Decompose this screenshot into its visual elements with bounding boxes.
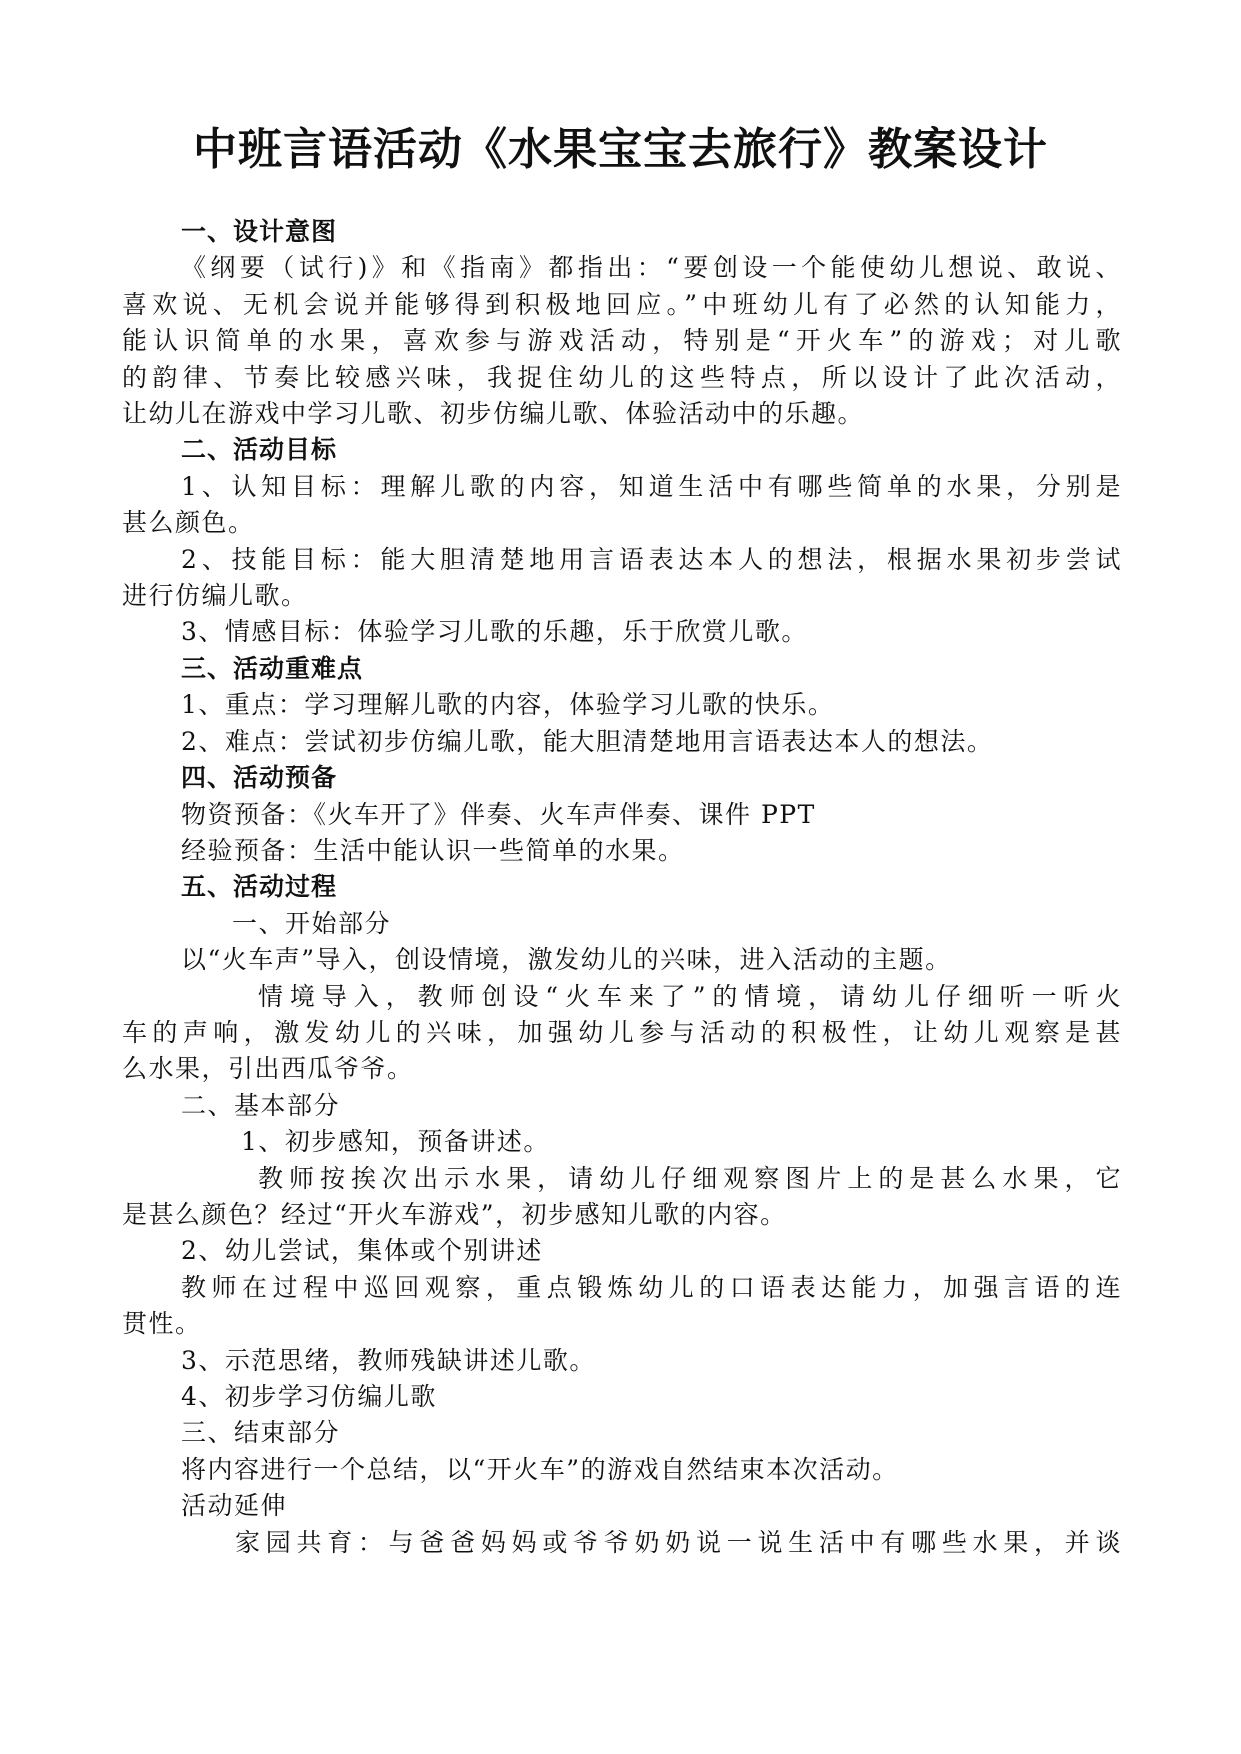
text-line: 能认识简单的水果，喜欢参与游戏活动，特别是“开火车”的游戏；对儿歌 [122,326,1122,356]
text-line: 一、开始部分 [232,908,392,938]
text-line: 贯性。 [122,1309,202,1339]
text-line: 1、认知目标：理解儿歌的内容，知道生活中有哪些简单的水果，分别是 [181,471,1122,501]
text-line: 1、初步感知，预备讲述。 [241,1127,550,1157]
text-line: 进行仿编儿歌。 [122,581,308,611]
text-line: 情境导入，教师创设“火车来了”的情境，请幼儿仔细听一听火 [258,981,1122,1011]
text-line: 2、幼儿尝试，集体或个别讲述 [181,1236,543,1266]
text-line: 3、情感目标：体验学习儿歌的乐趣，乐于欣赏儿歌。 [181,617,808,647]
text-line: 活动延伸 [181,1491,288,1521]
section-heading: 五、活动过程 [181,872,338,902]
text-line: 家园共育：与爸爸妈妈或爷爷奶奶说一说生活中有哪些水果，并谈 [235,1527,1122,1557]
text-line: 么水果，引出西瓜爷爷。 [122,1054,414,1084]
text-line: 三、结束部分 [181,1418,341,1448]
text-line: 教师按挨次出示水果，请幼儿仔细观察图片上的是甚么水果，它 [258,1163,1122,1193]
text-line: 《纲要（试行)》和《指南》都指出：“要创设一个能使幼儿想说、敢说、 [181,253,1122,283]
text-line: 以“火车声”导入，创设情境，激发幼儿的兴味，进入活动的主题。 [181,945,952,975]
text-line: 的韵律、节奏比较感兴味，我捉住幼儿的这些特点，所以设计了此次活动， [122,362,1122,392]
text-line: 将内容进行一个总结，以“开火车”的游戏自然结束本次活动。 [181,1454,899,1484]
text-line: 喜欢说、无机会说并能够得到积极地回应。”中班幼儿有了必然的认知能力， [122,289,1122,319]
text-line: 教师在过程中巡回观察，重点锻炼幼儿的口语表达能力，加强言语的连 [181,1272,1122,1302]
text-line: 2、技能目标：能大胆清楚地用言语表达本人的想法，根据水果初步尝试 [181,544,1122,574]
text-line: 让幼儿在游戏中学习儿歌、初步仿编儿歌、体验活动中的乐趣。 [122,399,865,429]
text-line: 2、难点：尝试初步仿编儿歌，能大胆清楚地用言语表达本人的想法。 [181,726,994,756]
text-line: 车的声响，激发幼儿的兴味，加强幼儿参与活动的积极性，让幼儿观察是甚 [122,1017,1122,1047]
text-line: 经验预备：生活中能认识一些简单的水果。 [181,835,685,865]
section-heading: 二、活动目标 [181,435,338,465]
text-line: 1、重点：学习理解儿歌的内容，体验学习儿歌的快乐。 [181,690,835,720]
text-line: 是甚么颜色？经过“开火车游戏”，初步感知儿歌的内容。 [122,1199,787,1229]
section-heading: 三、活动重难点 [181,653,364,683]
section-heading: 四、活动预备 [181,763,338,793]
section-heading: 一、设计意图 [181,217,338,246]
text-line: 物资预备：《火车开了》伴奏、火车声伴奏、课件 PPT [181,799,816,829]
text-line: 二、基本部分 [181,1090,341,1120]
document-title: 中班言语活动《水果宝宝去旅行》教案设计 [193,124,1048,175]
text-line: 甚么颜色。 [122,508,255,538]
text-line: 4、初步学习仿编儿歌 [181,1382,437,1411]
document-body [122,214,1122,1561]
text-line: 3、示范思绪，教师残缺讲述儿歌。 [181,1345,596,1375]
